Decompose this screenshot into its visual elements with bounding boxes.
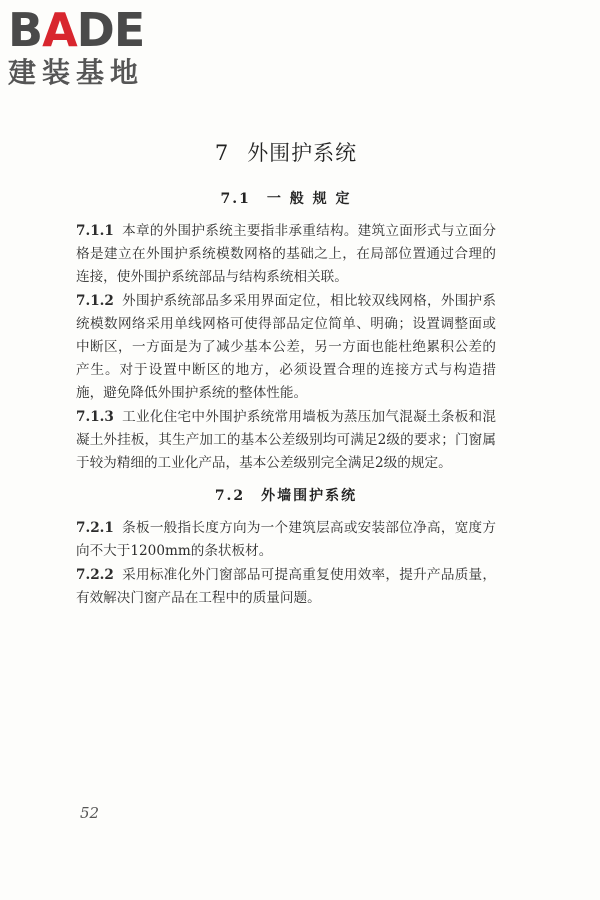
logo-letter-a: A [42, 3, 77, 57]
logo-wordmark [8, 3, 178, 57]
clause-text: 外围护系统部品多采用界面定位，相比较双线网格，外围护系统模数网络采用单线网格可使得部品定位简单、明确；设置调整面或中断区，一方面是为了减少基本公差，另一方面也能杜绝累积公差的产生。对于设置中断区的地方，必须设置合理的连接方式与构造措施，避免降低外围护系统的整体性能。 [76, 292, 496, 402]
clause-text: 采用标准化外门窗部品可提高重复使用效率，提升产品质量，有效解决门窗产品在工程中的质量问题。 [76, 566, 496, 606]
clause-number: 7.1.3 [76, 408, 114, 425]
logo-letter-b: B [8, 3, 43, 57]
clause-text: 本章的外围护系统主要指非承重结构。建筑立面形式与立面分格是建立在外围护系统模数网格的基础之上，在局部位置通过合理的连接，使外围护系统部品与结构系统相关联。 [76, 223, 496, 286]
clause-number: 7.1.1 [76, 223, 114, 239]
section-gap [76, 475, 496, 485]
section-heading: 一 般 规 定 [266, 191, 352, 207]
chapter-title [76, 138, 496, 168]
clause-7-1-1 [76, 220, 496, 290]
bade-logo [8, 3, 178, 90]
chapter-number: 7 [214, 141, 230, 165]
clause-text: 条板一般指长度方向为一个建筑层高或安装部位净高，宽度方向不大于1200mm的条状板材。 [76, 520, 496, 560]
section-number: 7.2 [214, 488, 246, 505]
clause-7-2-1 [76, 517, 496, 563]
section-title-7-1 [76, 188, 496, 210]
clause-number: 7.2.2 [76, 566, 114, 583]
clause-7-1-2 [76, 290, 496, 406]
clause-7-2-2 [76, 564, 496, 610]
clause-text: 工业化住宅中外围护系统常用墙板为蒸压加气混凝土条板和混凝土外挂板，其生产加工的基本公差级别均可满足2级的要求；门窗属于较为精细的工业化产品，基本公差级别完全满足2级的规定。 [76, 408, 496, 472]
section-title-7-2 [76, 485, 496, 507]
clause-number: 7.2.1 [76, 520, 114, 537]
section-number: 7.1 [220, 191, 251, 207]
section-heading: 外墙围护系统 [261, 488, 358, 505]
clause-number: 7.1.2 [76, 292, 114, 309]
clause-7-1-3 [76, 406, 496, 476]
logo-subtitle: 建装基地 [8, 56, 145, 89]
logo-letters-de: DE [76, 3, 145, 57]
page-number: 52 [80, 804, 100, 822]
chapter-heading: 外围护系统 [247, 141, 358, 165]
document-body [76, 138, 496, 610]
